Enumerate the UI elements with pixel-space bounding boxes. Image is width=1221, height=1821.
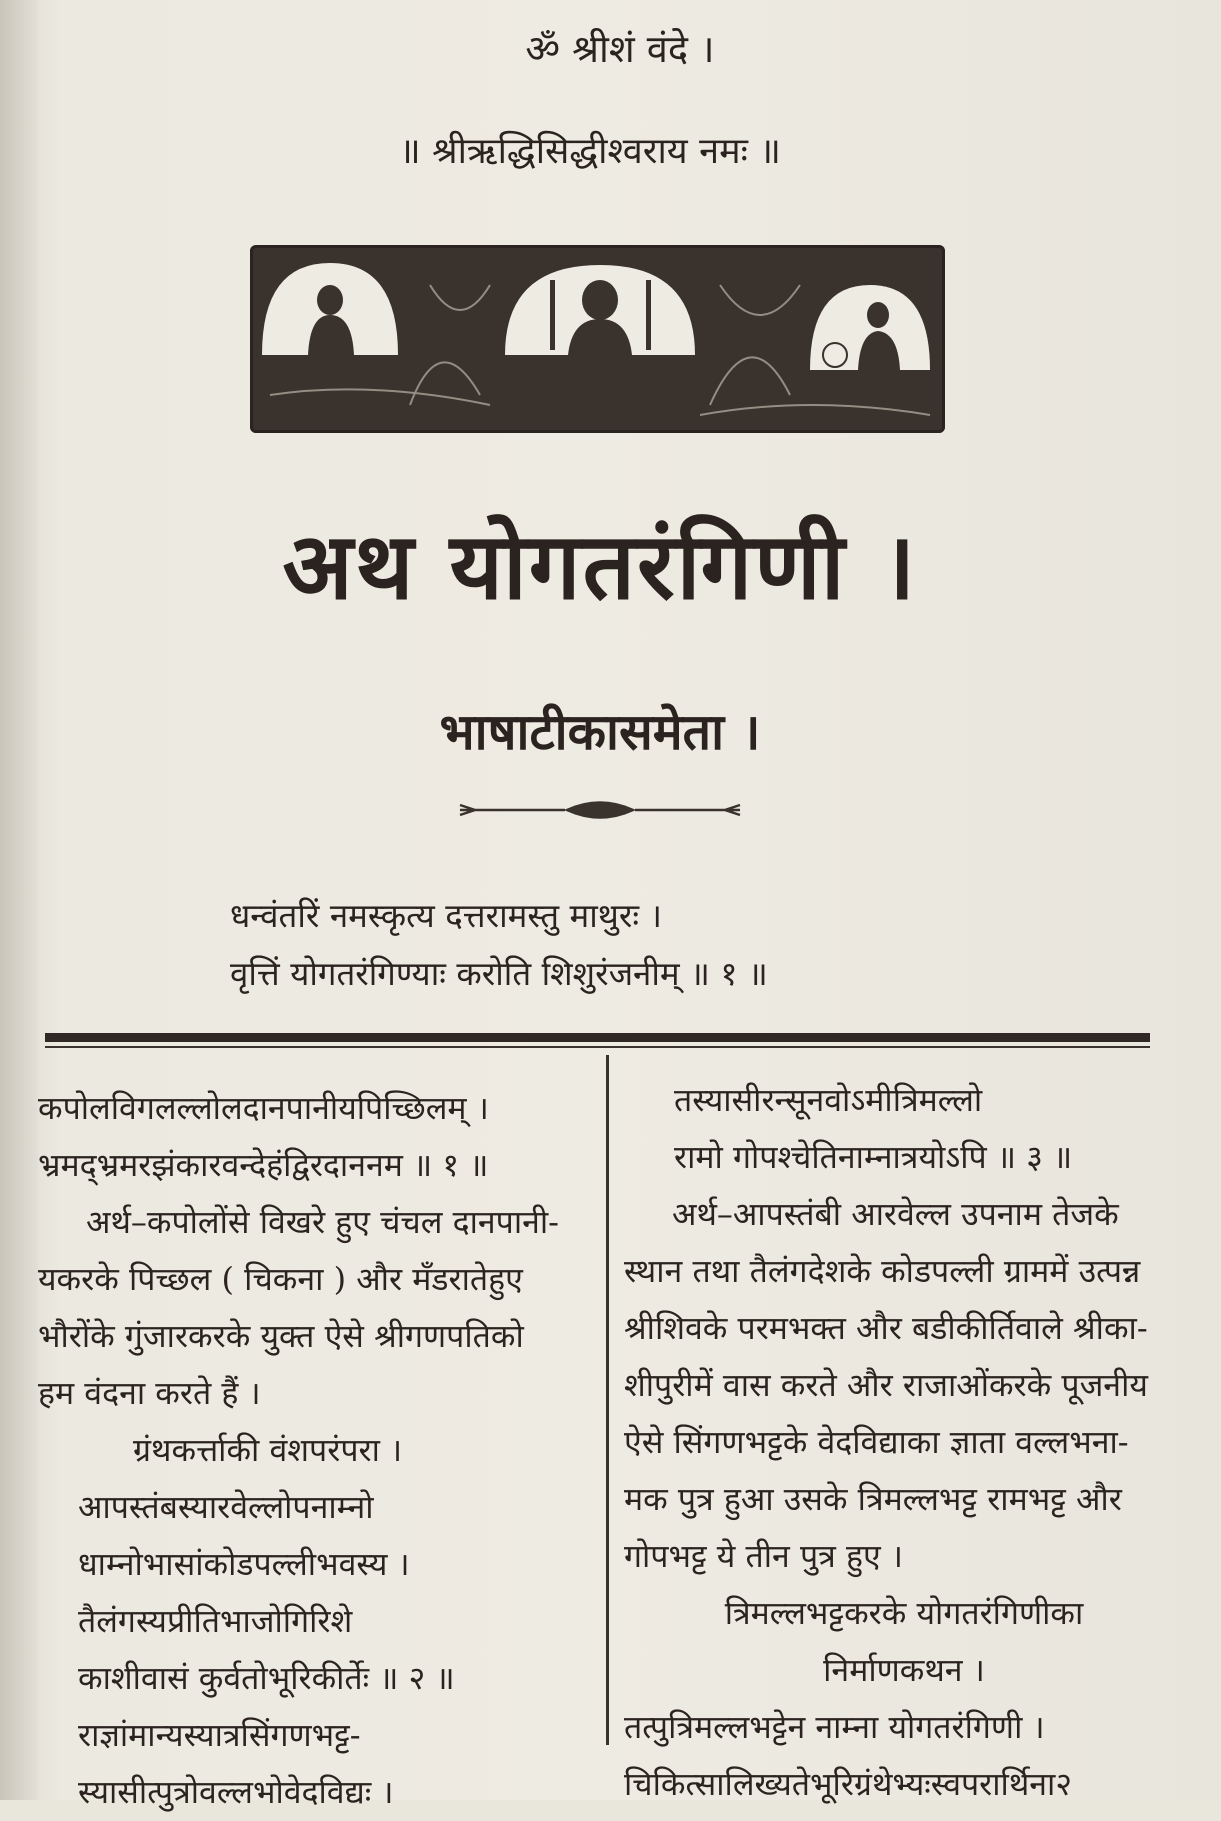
foliage-4 — [720, 285, 800, 315]
text-line: भ्रमद्भ्रमरझंकारवन्देहंद्विरदाननम ॥ १ ॥ — [38, 1146, 489, 1184]
text-line: काशीवासं कुर्वतोभूरिकीर्तेः ॥ २ ॥ — [78, 1659, 455, 1697]
text-line: रामो गोपश्चेतिनाम्नात्रयोऽपि ॥ ३ ॥ — [674, 1138, 1073, 1176]
invocation-verse-line-1: धन्वंतरिं नमस्कृत्य दत्तरामस्तु माथुरः । — [230, 896, 663, 935]
text-line: चिकित्सालिख्यतेभूरिग्रंथेभ्यःस्वपरार्थिना२ — [624, 1765, 1072, 1803]
text-line: अर्थ–कपोलोंसे विखरे हुए चंचल दानपानी- — [86, 1203, 559, 1241]
text-line: धाम्नोभासांकोडपल्लीभवस्य । — [78, 1545, 410, 1583]
column-divider — [606, 1055, 609, 1745]
text-line: तैलंगस्यप्रीतिभाजोगिरिशे — [78, 1602, 353, 1640]
book-subtitle: भाषाटीकासमेता । — [439, 702, 761, 761]
foliage-2 — [430, 285, 490, 310]
book-title: अथ योगतरंगिणी । — [282, 512, 918, 620]
text-line: अर्थ–आपस्तंबी आरवेल्ल उपनाम तेजके — [672, 1195, 1119, 1233]
section-heading: निर्माणकथन । — [823, 1651, 985, 1689]
foliage-6 — [700, 405, 930, 415]
text-line: हम वंदना करते हैं । — [38, 1374, 261, 1412]
text-line: स्यासीत्पुत्रोवल्लभोवेदविद्यः । — [78, 1773, 394, 1811]
text-line: राज्ञांमान्यस्यात्रसिंगणभट्ट- — [78, 1716, 361, 1754]
text-line: कपोलविगलल्लोलदानपानीयपिच्छिलम् । — [38, 1089, 489, 1127]
ornament-divider — [455, 795, 745, 825]
banner-illustration — [250, 245, 945, 433]
section-heading: ग्रंथकर्त्ताकी वंशपरंपरा । — [133, 1431, 403, 1469]
thin-rule — [45, 1046, 1150, 1048]
foliage-3 — [710, 357, 790, 405]
book-gutter — [0, 0, 38, 1800]
ornament-leaf — [567, 803, 633, 818]
ganesha-head — [582, 280, 618, 320]
text-line: तत्पुत्रिमल्लभट्टेन नाम्ना योगतरंगिणी । — [624, 1708, 1045, 1746]
text-line: यकरके पिच्छल ( चिकना ) और मँडरातेहुए — [38, 1260, 523, 1298]
text-line: गोपभट्ट ये तीन पुत्र हुए । — [624, 1537, 903, 1575]
right-disc — [823, 343, 847, 367]
right-column — [624, 1072, 1184, 1813]
woodcut-banner — [250, 245, 945, 433]
text-line: आपस्तंबस्यारवेल्लोपनाम्नो — [78, 1488, 374, 1526]
text-line: श्रीशिवके परमभक्त और बडीकीर्तिवाले श्रीका- — [624, 1309, 1148, 1347]
invocation-line: ॐ श्रीशं वंदे । — [525, 27, 715, 71]
foliage-1 — [410, 362, 480, 405]
right-figure-head — [867, 302, 889, 328]
left-column — [38, 1080, 603, 1821]
text-line: तस्यासीरन्सूनवोऽमीत्रिमल्लो — [674, 1081, 983, 1119]
thick-rule — [45, 1033, 1150, 1042]
text-line: स्थान तथा तैलंगदेशके कोडपल्ली ग्राममें उत्पन्न — [624, 1252, 1141, 1290]
foliage-5 — [270, 389, 490, 405]
section-heading: त्रिमल्लभट्टकरके योगतरंगिणीका — [724, 1594, 1084, 1632]
salutation-line: ॥ श्रीऋद्धिसिद्धीश्वराय नमः ॥ — [399, 131, 781, 172]
left-figure-head — [317, 285, 343, 315]
text-line: भौरोंके गुंजारकरके युक्त ऐसे श्रीगणपतिको — [38, 1317, 524, 1355]
right-staff — [646, 280, 651, 350]
left-staff — [550, 280, 555, 350]
text-line: ऐसे सिंगणभट्टके वेदविद्याका ज्ञाता वल्लभना- — [624, 1423, 1129, 1461]
text-line: शीपुरीमें वास करते और राजाओंकरके पूजनीय — [624, 1366, 1148, 1404]
invocation-verse-line-2: वृत्तिं योगतरंगिण्याः करोति शिशुरंजनीम् ॥ १ ॥ — [230, 954, 768, 993]
text-line: मक पुत्र हुआ उसके त्रिमल्लभट्ट रामभट्ट और — [624, 1480, 1122, 1518]
